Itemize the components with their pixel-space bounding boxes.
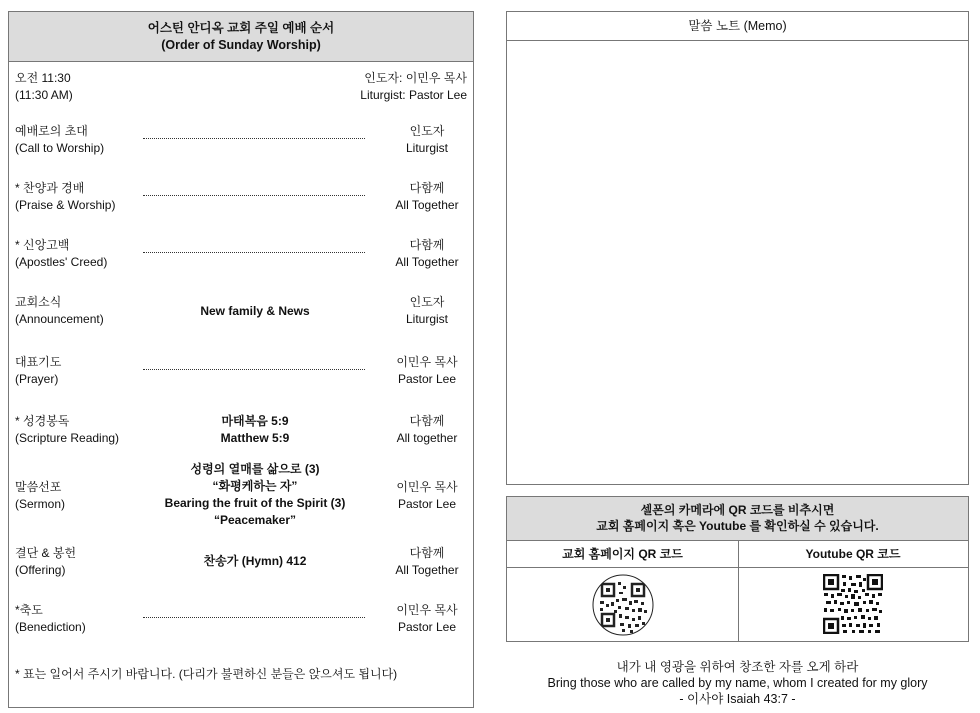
sermon-subtitle-en: “Peacemaker” [213, 513, 297, 527]
item-detail: New family & News [200, 304, 310, 318]
item-title-en: (Prayer) [15, 372, 59, 386]
verse-reference: - 이사야 Isaiah 43:7 - [679, 692, 796, 706]
order-title-en: (Order of Sunday Worship) [161, 38, 321, 52]
time-en: (11:30 AM) [15, 88, 73, 102]
item-leader-en: All together [396, 431, 458, 445]
qr-instruction-line-1: 셀폰의 카메라에 QR 코드를 비추시면 [640, 503, 835, 517]
dotted-leader [143, 252, 365, 253]
liturgist-ko: 인도자: 이민우 목사 [364, 71, 467, 85]
item-title-en: (Sermon) [15, 497, 66, 511]
verse-en: Bring those who are called by my name, whom I created for my glory [547, 676, 928, 690]
item-title-ko: 말씀선포 [15, 480, 62, 494]
youtube-qr-column [738, 541, 968, 641]
item-title-en: (Praise & Worship) [15, 198, 116, 212]
item-leader-ko: 인도자 [409, 124, 445, 138]
order-of-worship-panel [8, 11, 474, 708]
item-leader-en: Pastor Lee [397, 497, 457, 511]
item-leader-ko: 다함께 [409, 414, 445, 428]
qr-panel [506, 496, 969, 642]
sermon-subtitle-ko: “화평케하는 자” [212, 479, 298, 493]
item-title-ko: * 찬양과 경배 [15, 181, 85, 195]
item-leader-ko: 이민우 목사 [396, 480, 458, 494]
liturgist-en: Liturgist: Pastor Lee [360, 88, 467, 102]
dotted-leader [143, 617, 365, 618]
item-leader-ko: 이민우 목사 [396, 603, 458, 617]
item-leader-ko: 이민우 목사 [396, 355, 458, 369]
item-leader-en: Pastor Lee [397, 372, 457, 386]
time-ko: 오전 11:30 [15, 71, 71, 85]
dotted-leader [143, 138, 365, 139]
item-title-ko: 대표기도 [15, 355, 62, 369]
standing-footnote: * 표는 일어서 주시기 바랍니다. (다리가 불편하신 분들은 앉으셔도 됩니다) [15, 667, 398, 681]
item-title-en: (Scripture Reading) [15, 431, 120, 445]
item-title-ko: 예배로의 초대 [15, 124, 88, 138]
item-title-en: (Offering) [15, 563, 66, 577]
item-title-ko: 결단 & 봉헌 [15, 546, 77, 560]
scripture-ko: 마태복음 5:9 [221, 414, 289, 428]
item-leader-en: Pastor Lee [397, 620, 457, 634]
item-title-ko: *축도 [15, 603, 43, 617]
item-leader-en: Liturgist [405, 141, 449, 155]
youtube-qr-code[interactable] [823, 574, 883, 634]
sermon-title-ko: 성령의 열매를 삶으로 (3) [190, 462, 320, 476]
item-leader-en: All Together [395, 255, 459, 269]
homepage-qr-code[interactable] [592, 574, 654, 636]
item-leader-en: All Together [395, 563, 459, 577]
order-title-ko: 어스틴 안디옥 교회 주일 예배 순서 [147, 21, 335, 35]
item-title-ko: * 신앙고백 [15, 238, 70, 252]
homepage-qr-label: 교회 홈페이지 QR 코드 [507, 541, 738, 568]
youtube-qr-label: Youtube QR 코드 [738, 541, 968, 568]
memo-title: 말씀 노트 (Memo) [507, 12, 968, 41]
order-header [9, 12, 473, 62]
item-leader-en: All Together [395, 198, 459, 212]
hymn-number: 찬송가 (Hymn) 412 [203, 554, 307, 568]
item-title-ko: 교회소식 [15, 295, 62, 309]
scripture-en: Matthew 5:9 [220, 431, 290, 445]
item-title-ko: * 성경봉독 [15, 414, 70, 428]
homepage-qr-column [507, 541, 739, 641]
dotted-leader [143, 195, 365, 196]
item-leader-ko: 다함께 [409, 181, 445, 195]
item-title-en: (Call to Worship) [15, 141, 105, 155]
dotted-leader [143, 369, 365, 370]
memo-writing-area [507, 41, 968, 484]
item-leader-en: Liturgist [405, 312, 449, 326]
verse-ko: 내가 내 영광을 위하여 창조한 자를 오게 하라 [616, 660, 859, 674]
qr-instructions [507, 497, 968, 541]
item-title-en: (Benediction) [15, 620, 86, 634]
bible-verse [506, 659, 969, 707]
item-leader-ko: 인도자 [409, 295, 445, 309]
item-leader-ko: 다함께 [409, 238, 445, 252]
item-leader-ko: 다함께 [409, 546, 445, 560]
qr-instruction-line-2: 교회 홈페이지 혹은 Youtube 를 확인하실 수 있습니다. [596, 519, 879, 533]
item-title-en: (Announcement) [15, 312, 104, 326]
sermon-title-en: Bearing the fruit of the Spirit (3) [164, 496, 346, 510]
memo-panel [506, 11, 969, 485]
item-title-en: (Apostles' Creed) [15, 255, 108, 269]
